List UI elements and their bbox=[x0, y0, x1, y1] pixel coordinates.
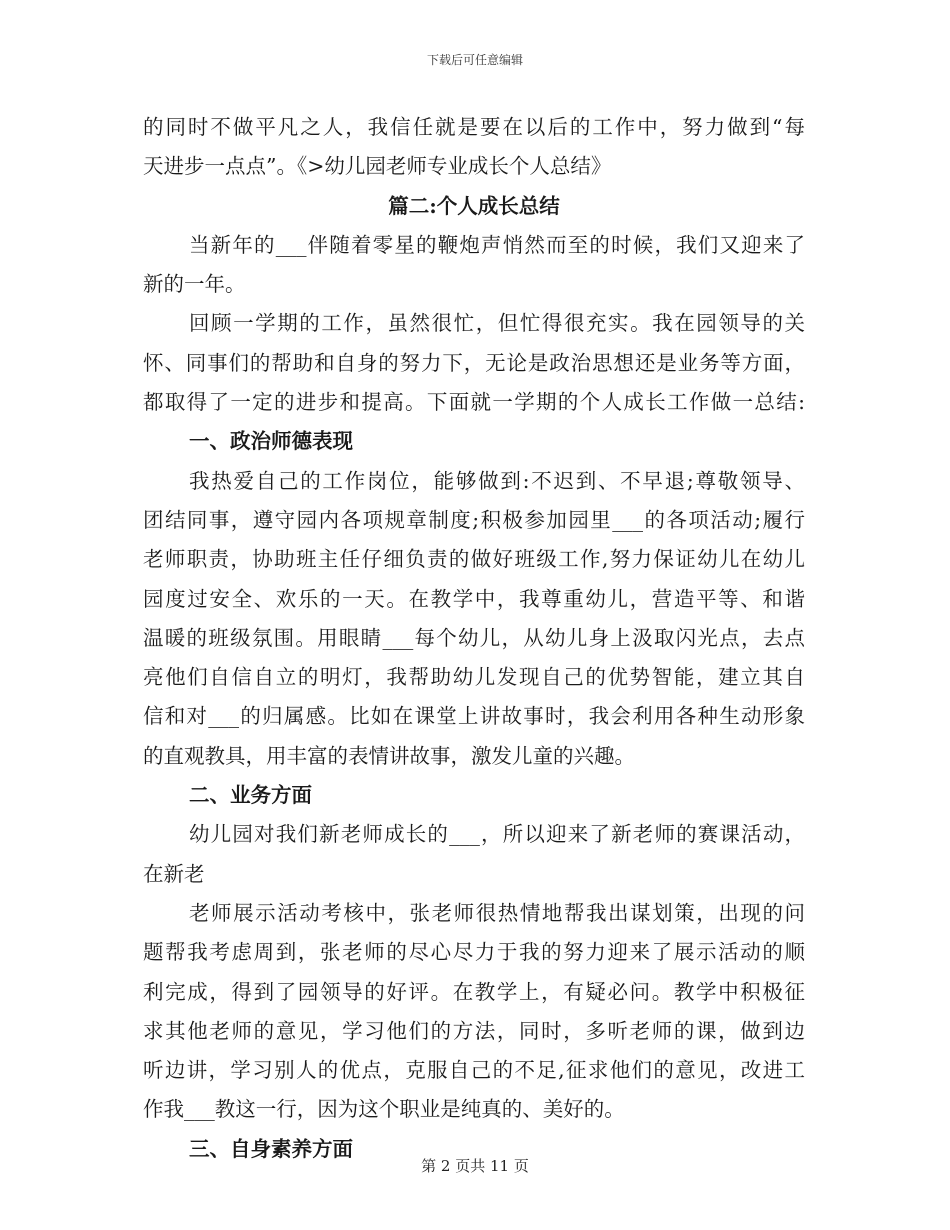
body-line: 老师职责，协助班主任仔细负责的做好班级工作,努力保证幼儿在幼儿 bbox=[143, 547, 805, 572]
body-line: 怀、同事们的帮助和自身的努力下，无论是政治思想还是业务等方面， bbox=[143, 350, 805, 375]
page-header: 下载后可任意编辑 bbox=[426, 53, 523, 67]
body-line: 信和对___的归属感。比如在课堂上讲故事时，我会利用各种生动形象 bbox=[143, 704, 805, 729]
body-line: 作我___教这一行，因为这个职业是纯真的、美好的。 bbox=[143, 1097, 625, 1122]
body-line: 求其他老师的意见，学习他们的方法，同时，多听老师的课，做到边 bbox=[143, 1018, 805, 1043]
body-line: 老师展示活动考核中，张老师很热情地帮我出谋划策，出现的问 bbox=[189, 900, 805, 925]
body-line: 在新老 bbox=[143, 861, 205, 886]
body-line: 题帮我考虑周到，张老师的尽心尽力于我的努力迎来了展示活动的顺 bbox=[143, 940, 805, 965]
body-line: 我热爱自己的工作岗位，能够做到:不迟到、不早退;尊敬领导、 bbox=[189, 468, 805, 493]
body-line: 天进步一点点”。《>幼儿园老师专业成长个人总结》 bbox=[143, 154, 612, 179]
body-line: 利完成，得到了园领导的好评。在教学上，有疑必问。教学中积极征 bbox=[143, 979, 805, 1004]
body-line: 幼儿园对我们新老师成长的___，所以迎来了新老师的赛课活动， bbox=[189, 822, 805, 847]
body-line: 都取得了一定的进步和提高。下面就一学期的个人成长工作做一总结: bbox=[143, 390, 805, 415]
document-body bbox=[143, 108, 805, 1169]
body-line: 温暖的班级氛围。用眼睛___每个幼儿，从幼儿身上汲取闪光点，去点 bbox=[143, 625, 805, 650]
body-line: 亮他们自信自立的明灯，我帮助幼儿发现自己的优势智能，建立其自 bbox=[143, 665, 805, 690]
body-line: 的直观教具，用丰富的表情讲故事，激发儿童的兴趣。 bbox=[143, 743, 635, 768]
body-line: 回顾一学期的工作，虽然很忙，但忙得很充实。我在园领导的关 bbox=[189, 311, 805, 336]
subsection-heading: 一、政治师德表现 bbox=[189, 429, 353, 454]
section-title: 篇二:个人成长总结 bbox=[388, 193, 560, 218]
body-line: 园度过安全、欢乐的一天。在教学中，我尊重幼儿，营造平等、和谐 bbox=[143, 586, 805, 611]
body-line: 团结同事，遵守园内各项规章制度;积极参加园里___的各项活动;履行 bbox=[143, 507, 805, 532]
body-line: 当新年的___伴随着零星的鞭炮声悄然而至的时候，我们又迎来了 bbox=[189, 232, 805, 257]
body-line: 新的一年。 bbox=[143, 272, 246, 297]
body-line: 听边讲，学习别人的优点，克服自己的不足,征求他们的意见，改进工 bbox=[143, 1058, 805, 1083]
body-line: 的同时不做平凡之人，我信任就是要在以后的工作中，努力做到“每 bbox=[143, 115, 805, 139]
subsection-heading: 二、业务方面 bbox=[189, 783, 312, 808]
page-footer: 第 2 页共 11 页 bbox=[421, 1157, 529, 1175]
subsection-heading: 三、自身素养方面 bbox=[189, 1136, 353, 1161]
